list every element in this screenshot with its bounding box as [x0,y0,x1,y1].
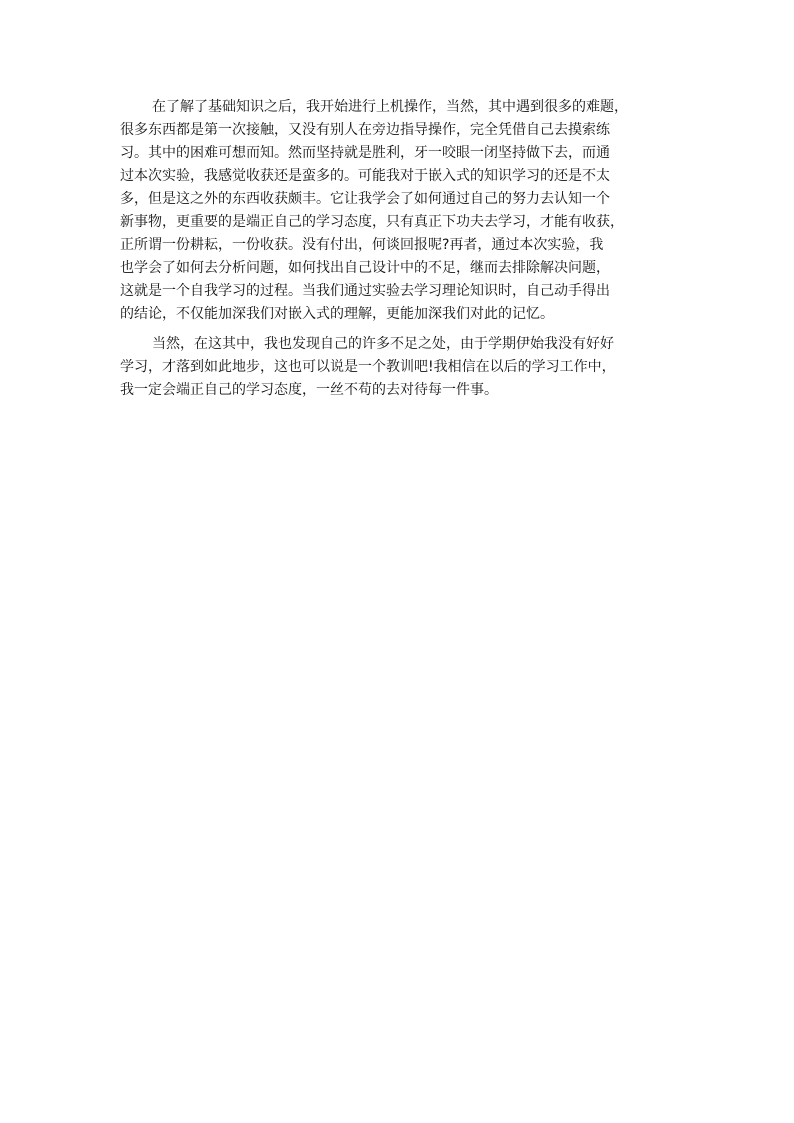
paragraph-line: 过本次实验，我感觉收获还是蛮多的。可能我对于嵌入式的知识学习的还是不太 [120,168,610,184]
paragraph-line: 正所谓一份耕耘，一份收获。没有付出，何谈回报呢?再者，通过本次实验，我 [120,237,604,253]
paragraph-line: 我一定会端正自己的学习态度，一丝不苟的去对待每一件事。 [120,382,498,398]
paragraph-line: 习。其中的困难可想而知。然而坚持就是胜利，牙一咬眼一闭坚持做下去，而通 [120,145,610,161]
paragraph-line: 这就是一个自我学习的过程。当我们通过实验去学习理论知识时，自己动手得出 [120,283,610,299]
paragraph-line: 的结论，不仅能加深我们对嵌入式的理解，更能加深我们对此的记忆。 [120,306,554,322]
paragraph-2 [120,333,688,402]
paragraph-line: 也学会了如何去分析问题，如何找出自己设计中的不足，继而去排除解决问题， [120,260,610,276]
paragraph-line: 新事物，更重要的是端正自己的学习态度，只有真正下功夫去学习，才能有收获， [120,214,624,230]
document-body [120,96,688,402]
paragraph-line: 学习，才落到如此地步，这也可以说是一个教训吧!我相信在以后的学习工作中， [120,359,616,375]
paragraph-line: 很多东西都是第一次接触，又没有别人在旁边指导操作，完全凭借自己去摸索练 [120,122,610,138]
paragraph-line: 多，但是这之外的东西收获颇丰。它让我学会了如何通过自己的努力去认知一个 [120,191,610,207]
paragraph-1 [120,96,688,326]
paragraph-line: 在了解了基础知识之后，我开始进行上机操作，当然，其中遇到很多的难题， [152,99,628,115]
paragraph-line: 当然，在这其中，我也发现自己的许多不足之处，由于学期伊始我没有好好 [152,336,614,352]
